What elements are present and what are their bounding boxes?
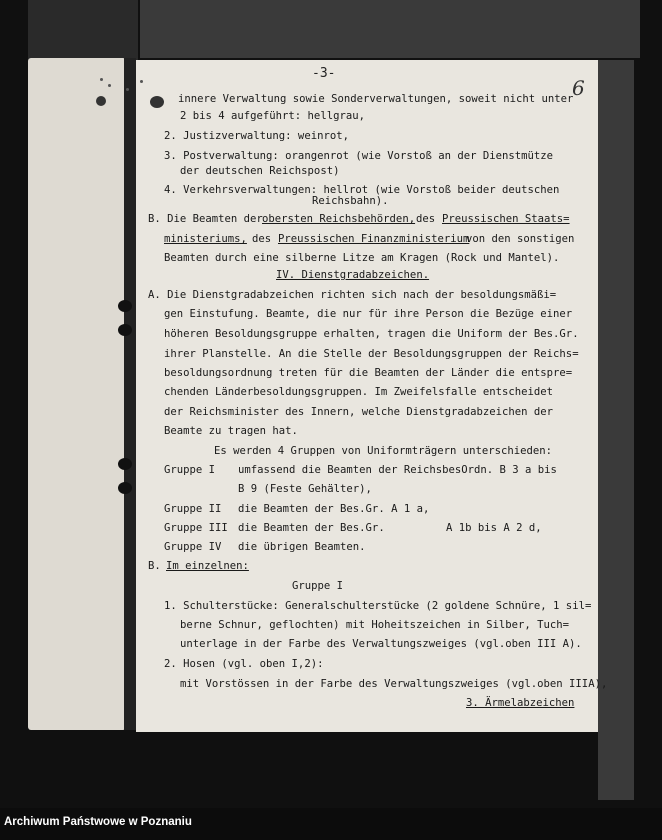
doc-line: Es werden 4 Gruppen von Uniformträgern unterschieden: bbox=[214, 445, 553, 457]
doc-line-underlined: Preussischen Finanzministerium bbox=[278, 233, 470, 245]
group-label: Gruppe I bbox=[164, 464, 216, 476]
punch-hole-icon bbox=[96, 96, 106, 106]
page-number: -3- bbox=[312, 66, 336, 81]
group-description: die übrigen Beamten. bbox=[238, 541, 366, 553]
group-description: die Beamten der Bes.Gr. bbox=[238, 522, 385, 534]
doc-line: innere Verwaltung sowie Sonderverwaltungen, soweit nicht unter bbox=[178, 93, 574, 105]
doc-line: besoldungsordnung treten für die Beamten der Länder die entspre= bbox=[164, 367, 573, 379]
doc-line: 2 bis 4 aufgeführt: hellgrau, bbox=[180, 110, 365, 122]
speck-icon bbox=[100, 78, 103, 81]
group-label: Gruppe IV bbox=[164, 541, 222, 553]
doc-line: gen Einstufung. Beamte, die nur für ihre Person die Bezüge einer bbox=[164, 308, 573, 320]
archive-footer-label: Archiwum Państwowe w Poznaniu bbox=[4, 816, 192, 828]
group-label: Gruppe II bbox=[164, 503, 222, 515]
doc-line: berne Schnur, geflochten) mit Hoheitszeichen in Silber, Tuch= bbox=[180, 619, 570, 631]
background-edge-left bbox=[28, 0, 138, 60]
margin-annotation: 6 bbox=[572, 76, 585, 100]
speck-icon bbox=[126, 88, 129, 91]
background-edge-top bbox=[140, 0, 640, 58]
doc-line: Beamten durch eine silberne Litze am Kragen (Rock und Mantel). bbox=[164, 252, 560, 264]
doc-line: mit Vorstössen in der Farbe des Verwaltungszweiges (vgl.oben IIIA), bbox=[180, 678, 608, 690]
doc-line: der Reichsminister des Innern, welche Dienstgradabzeichen der bbox=[164, 406, 554, 418]
back-page bbox=[28, 58, 126, 730]
doc-line: höheren Besoldungsgruppe erhalten, tragen die Uniform der Bes.Gr. bbox=[164, 328, 579, 340]
doc-line: Beamte zu tragen hat. bbox=[164, 425, 298, 437]
doc-line: unterlage in der Farbe des Verwaltungszweiges (vgl.oben III A). bbox=[180, 638, 582, 650]
doc-line: 2. Hosen (vgl. oben I,2): bbox=[164, 658, 324, 670]
group-description: A 1b bis A 2 d, bbox=[446, 522, 542, 534]
section-marker: B. bbox=[148, 560, 161, 572]
doc-line: 4. Verkehrsverwaltungen: hellrot (wie Vorstoß beider deutschen bbox=[164, 184, 560, 196]
binding-ring-icon bbox=[118, 300, 132, 312]
doc-line: des bbox=[416, 213, 436, 225]
binding-ring-icon bbox=[118, 482, 132, 494]
doc-line: 3. Postverwaltung: orangenrot (wie Vorstoß an der Dienstmütze bbox=[164, 150, 554, 162]
speck-icon bbox=[108, 84, 111, 87]
punch-hole-icon bbox=[150, 96, 164, 108]
group-description: die Beamten der Bes.Gr. A 1 a, bbox=[238, 503, 430, 515]
binding-ring-icon bbox=[118, 324, 132, 336]
doc-line: A. Die Dienstgradabzeichen richten sich nach der besoldungsmäßi= bbox=[148, 289, 557, 301]
binding-spine bbox=[124, 58, 136, 730]
group-description: B 9 (Feste Gehälter), bbox=[238, 483, 372, 495]
doc-line: von den sonstigen bbox=[466, 233, 575, 245]
doc-line-underlined: obersten Reichsbehörden, bbox=[262, 213, 416, 225]
subsection-heading: Gruppe I bbox=[292, 580, 344, 592]
speck-icon bbox=[140, 80, 143, 83]
group-label: Gruppe III bbox=[164, 522, 228, 534]
doc-line: chenden Länderbesoldungsgruppen. Im Zweifelsfalle entscheidet bbox=[164, 386, 554, 398]
section-heading: IV. Dienstgradabzeichen. bbox=[276, 269, 430, 281]
doc-line: B. Die Beamten der bbox=[148, 213, 263, 225]
section-heading: Im einzelnen: bbox=[166, 560, 249, 572]
doc-line-underlined: Preussischen Staats= bbox=[442, 213, 570, 225]
doc-line: der deutschen Reichspost) bbox=[180, 165, 340, 177]
binding-ring-icon bbox=[118, 458, 132, 470]
doc-line-underlined: 3. Ärmelabzeichen bbox=[466, 697, 575, 709]
doc-line: 1. Schulterstücke: Generalschulterstücke (2 goldene Schnüre, 1 sil= bbox=[164, 600, 592, 612]
doc-line: des bbox=[252, 233, 272, 245]
doc-line: Reichsbahn). bbox=[312, 195, 389, 207]
doc-line: ihrer Planstelle. An die Stelle der Besoldungsgruppen der Reichs= bbox=[164, 348, 579, 360]
doc-line: 2. Justizverwaltung: weinrot, bbox=[164, 130, 349, 142]
group-description: umfassend die Beamten der ReichsbesOrdn. B 3 a bis bbox=[238, 464, 557, 476]
doc-line-underlined: ministeriums, bbox=[164, 233, 247, 245]
